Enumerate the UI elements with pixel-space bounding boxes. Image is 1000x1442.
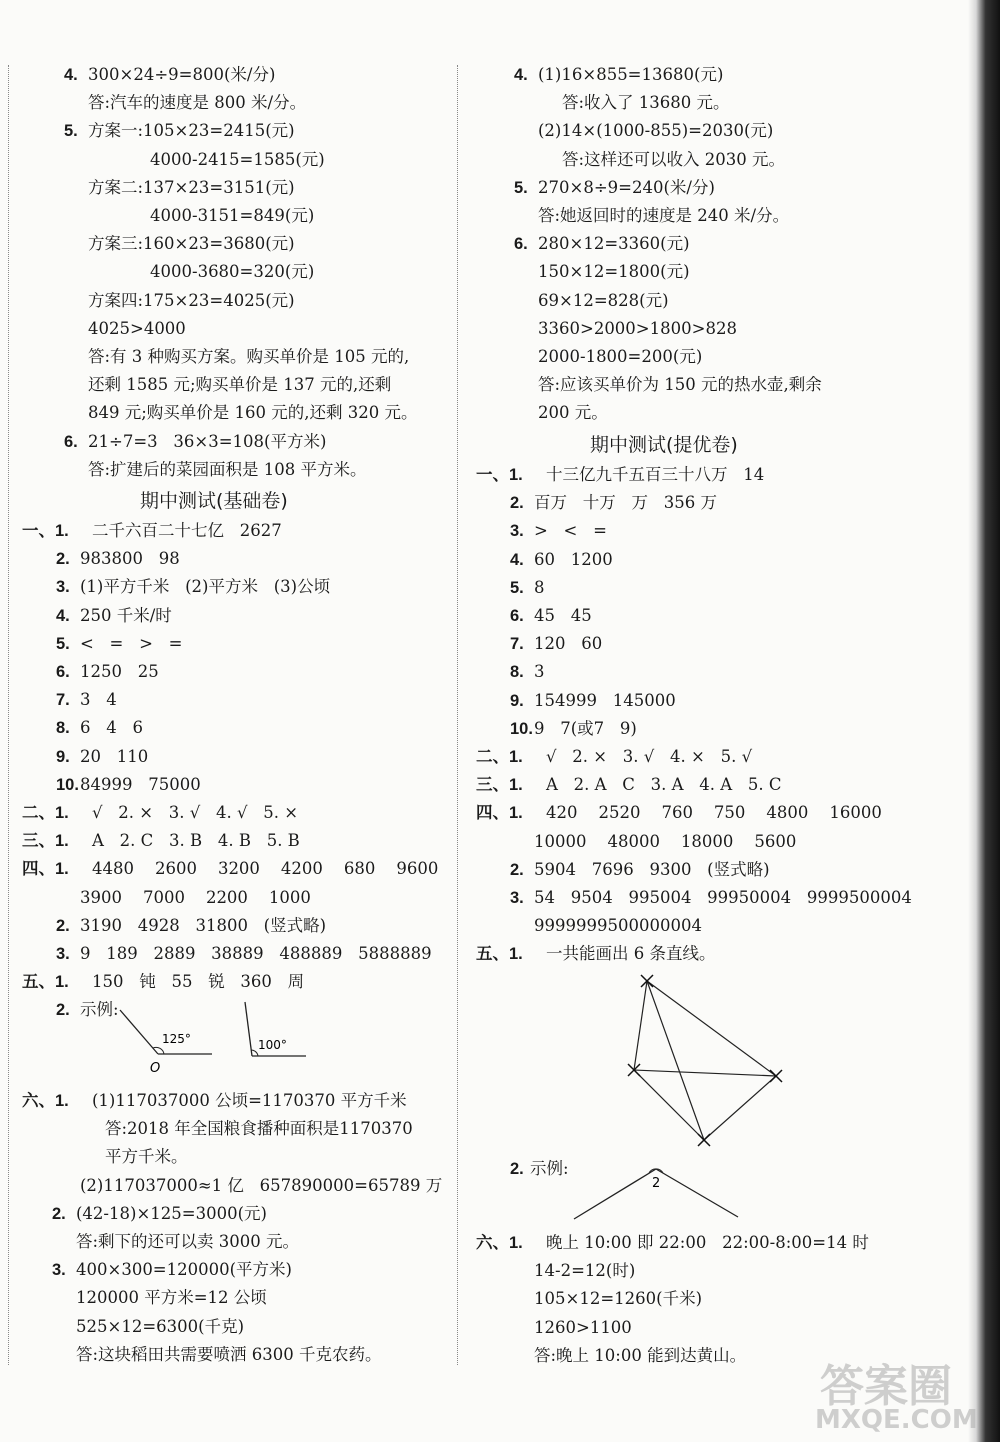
- right-midterm-text: A 2. A C 3. A 4. A 5. C: [546, 775, 782, 795]
- right-midterm-line: [510, 492, 717, 514]
- left-midterm-number: 3.: [56, 945, 70, 963]
- left-midterm-line: [80, 887, 311, 909]
- left-midterm-line: [56, 605, 172, 627]
- angle1-ray-a: [120, 1010, 158, 1054]
- left-midterm-number: 五、1.: [22, 973, 69, 992]
- right-midterm-number: 5.: [510, 578, 524, 597]
- right-part6-line: [534, 1345, 746, 1367]
- right-answer-text: 200 元。: [538, 403, 608, 423]
- left-answer-line: [88, 318, 186, 340]
- right-answer-text: (1)16×855=13680(元): [538, 65, 724, 84]
- right-answer-line: [538, 120, 773, 142]
- left-midterm-number: 一、1.: [22, 522, 69, 540]
- right-answer-text: 150×12=1800(元): [538, 262, 690, 282]
- right-midterm-line: [476, 802, 882, 824]
- right-answer-line: [538, 346, 702, 368]
- left-answer-text: 21÷7=3 36×3=108(平方米): [88, 431, 327, 451]
- lines-figure: [620, 975, 790, 1150]
- right-midterm-line: [476, 774, 782, 796]
- left-midterm-text: 6 4 6: [80, 718, 143, 738]
- right-answer-text: 答:她返回时的速度是 240 米/分。: [538, 206, 790, 225]
- right-answer-line: [562, 92, 730, 114]
- right-midterm-line: [510, 690, 676, 712]
- left-midterm-text: 3900 7000 2200 1000: [80, 887, 311, 907]
- left-part6-text: 答:2018 年全国粮食播种面积是1170370: [105, 1119, 413, 1139]
- left-part6-number: 六、1.: [22, 1092, 69, 1110]
- left-part6-text: 400×300=120000(平方米): [76, 1260, 292, 1280]
- right-midterm-text: 9999999500000004: [534, 916, 702, 936]
- left-midterm-line: [22, 971, 304, 993]
- right-part6-text: 晚上 10:00 即 22:00 22:00-8:00=14 时: [546, 1233, 869, 1252]
- left-part6-line: [52, 1259, 292, 1281]
- left-answer-line: [64, 120, 295, 142]
- left-part6-text: 答:剩下的还可以卖 3000 元。: [76, 1232, 300, 1251]
- left-part6-text: 120000 平方米=12 公顷: [76, 1288, 267, 1308]
- right-answer-line: [538, 318, 737, 340]
- left-answer-line: [64, 64, 275, 86]
- left-midterm-number: 3.: [56, 578, 70, 597]
- left-part6-number: 3.: [52, 1261, 66, 1280]
- right-midterm-text: > < =: [534, 521, 607, 541]
- left-answer-number: 4.: [64, 66, 78, 84]
- right-midterm-number: 3.: [510, 522, 524, 541]
- left-midterm-text: 983800 98: [80, 549, 180, 569]
- left-midterm-line: [22, 520, 282, 542]
- right-answer-line: [538, 261, 690, 283]
- right-answer-text: 答:这样还可以收入 2030 元。: [562, 149, 786, 169]
- left-answer-text: 4000-2415=1585(元): [150, 149, 325, 169]
- left-midterm-text: A 2. C 3. B 4. B 5. B: [92, 831, 300, 851]
- left-midterm-text: (1)平方千米 (2)平方米 (3)公顷: [80, 577, 331, 597]
- right-answer-text: 270×8÷9=240(米/分): [538, 177, 715, 197]
- left-midterm-number: 四、1.: [22, 860, 69, 879]
- left-midterm-text: 84999 75000: [80, 774, 201, 794]
- right-example-num: 2.: [510, 1160, 524, 1178]
- left-part6-number: 2.: [52, 1204, 66, 1223]
- right-midterm-line: [510, 633, 602, 655]
- right-part6-line: [476, 1232, 869, 1254]
- left-midterm-number: 7.: [56, 691, 70, 710]
- right-answer-line: [514, 233, 690, 255]
- watermark-url: MXQE.COM: [815, 1405, 978, 1435]
- right-midterm-line: [476, 943, 716, 965]
- left-answer-line: [150, 205, 314, 227]
- left-part6-line: [52, 1203, 267, 1225]
- left-answer-text: 300×24÷9=800(米/分): [88, 65, 276, 84]
- right-midterm-number: 7.: [510, 635, 524, 654]
- left-midterm-text: 9 189 2889 38889 488889 5888889: [80, 944, 432, 963]
- left-midterm-number: 二、1.: [22, 804, 69, 822]
- left-midterm-number: 9.: [56, 747, 70, 766]
- left-midterm-text: 二千六百二十七亿 2627: [92, 521, 282, 540]
- left-margin-dashes: [8, 65, 9, 1365]
- left-answer-text: 4000-3680=320(元): [150, 262, 315, 282]
- right-midterm-text: 9 7(或7 9): [534, 718, 637, 738]
- left-answer-text: 还剩 1585 元;购买单价是 137 元的,还剩: [88, 375, 392, 395]
- right-example-label: 示例:: [530, 1159, 569, 1178]
- left-answer-text: 答:有 3 种购买方案。购买单价是 105 元的,: [88, 347, 410, 366]
- left-part6-text: 525×12=6300(千克): [76, 1316, 245, 1336]
- left-answer-text: 4000-3151=849(元): [150, 206, 315, 225]
- right-midterm-line: [510, 661, 545, 683]
- left-answer-line: [150, 261, 314, 283]
- angle-2-label: 2: [652, 1176, 661, 1191]
- right-midterm-text: 45 45: [534, 606, 592, 625]
- right-answer-text: 答:应该买单价为 150 元的热水壶,剩余: [538, 375, 822, 395]
- left-part6-line: [105, 1118, 413, 1140]
- left-midterm-number: 6.: [56, 663, 70, 681]
- left-midterm-number: 2.: [56, 916, 70, 935]
- left-part6-text: (1)117037000 公顷=1170370 平方千米: [92, 1091, 407, 1110]
- left-midterm-number: 10.: [56, 775, 79, 794]
- left-answer-text: 方案二:137×23=3151(元): [88, 177, 295, 197]
- right-answer-text: 答:收入了 13680 元。: [562, 93, 730, 113]
- right-part6-text: 1260>1100: [534, 1317, 632, 1337]
- right-midterm-text: 54 9504 995004 99950004 9999500004: [534, 888, 912, 907]
- right-part6-text: 14-2=12(时): [534, 1261, 636, 1281]
- right-answer-line: [538, 290, 669, 312]
- right-answer-line: [514, 177, 715, 199]
- right-answer-number: 6.: [514, 235, 528, 254]
- right-answer-number: 5.: [514, 178, 528, 197]
- right-midterm-text: 60 1200: [534, 549, 613, 569]
- right-answer-line: [538, 205, 789, 227]
- left-midterm-text: 示例:: [80, 1000, 119, 1020]
- obtuse-angle-figure: [570, 1155, 750, 1225]
- left-part6-line: [76, 1287, 267, 1309]
- left-answer-text: 方案一:105×23=2415(元): [88, 121, 295, 141]
- right-midterm-text: √ 2. × 3. √ 4. × 5. √: [546, 747, 753, 766]
- left-midterm-text: 250 千米/时: [80, 605, 172, 625]
- right-answer-text: 3360>2000>1800>828: [538, 318, 737, 338]
- right-midterm-text: 420 2520 760 750 4800 16000: [546, 803, 882, 823]
- column-divider: [457, 65, 458, 1365]
- right-midterm-number: 二、1.: [476, 748, 523, 766]
- left-midterm-line: [56, 746, 148, 768]
- left-midterm-line: [56, 915, 326, 937]
- right-midterm-text: 百万 十万 万 356 万: [534, 493, 717, 513]
- right-answer-line: [538, 402, 608, 424]
- left-midterm-text: 150 钝 55 锐 360 周: [92, 972, 305, 992]
- left-midterm-line: [56, 576, 330, 598]
- right-midterm-text: 154999 145000: [534, 690, 676, 710]
- left-answer-text: 答:汽车的速度是 800 米/分。: [88, 93, 307, 113]
- left-midterm-text: √ 2. × 3. √ 4. √ 5. ×: [92, 803, 299, 822]
- right-midterm-number: 四、1.: [476, 804, 523, 823]
- right-midterm-number: 2.: [510, 494, 524, 513]
- right-answer-text: 69×12=828(元): [538, 290, 669, 310]
- right-midterm-number: 一、1.: [476, 466, 523, 484]
- scan-edge: [968, 0, 1000, 1442]
- left-answer-text: 答:扩建后的菜园面积是 108 平方米。: [88, 459, 367, 479]
- right-part6-number: 六、1.: [476, 1234, 523, 1252]
- right-answer-number: 4.: [514, 66, 528, 84]
- left-answer-line: [150, 149, 325, 171]
- right-midterm-line: [510, 887, 912, 909]
- left-midterm-number: 三、1.: [22, 832, 69, 851]
- left-part6-line: [76, 1344, 382, 1366]
- left-midterm-number: 2.: [56, 550, 70, 569]
- right-midterm-number: 2.: [510, 860, 524, 879]
- angle-example-figure: [110, 1000, 320, 1080]
- right-midterm-text: 5904 7696 9300 (竖式略): [534, 859, 770, 879]
- right-answer-line: [538, 374, 822, 396]
- left-midterm-number: 4.: [56, 606, 70, 625]
- right-midterm-text: 8: [534, 577, 545, 597]
- right-answer-text: 280×12=3360(元): [538, 234, 690, 254]
- right-midterm-line: [510, 577, 545, 599]
- left-part6-line: [22, 1090, 407, 1112]
- right-part6-line: [534, 1260, 635, 1282]
- left-answer-text: 4025>4000: [88, 318, 186, 338]
- left-answer-text: 849 元;购买单价是 160 元的,还剩 320 元。: [88, 403, 418, 423]
- left-answer-line: [88, 346, 409, 368]
- left-midterm-line: [56, 661, 159, 683]
- right-midterm-line: [510, 520, 607, 542]
- angle1-label: 125°: [162, 1032, 191, 1046]
- left-midterm-line: [56, 548, 180, 570]
- left-midterm-line: [56, 774, 201, 796]
- left-midterm-number: 5.: [56, 634, 70, 653]
- right-midterm-line: [510, 859, 770, 881]
- left-midterm-line: [22, 830, 300, 852]
- left-section-title: 期中测试(基础卷): [140, 490, 288, 512]
- right-midterm-number: 8.: [510, 663, 524, 682]
- right-midterm-number: 五、1.: [476, 945, 523, 964]
- right-part6-line: [534, 1317, 632, 1339]
- left-midterm-text: 3 4: [80, 690, 117, 710]
- left-midterm-text: 1250 25: [80, 662, 159, 681]
- left-answer-line: [88, 290, 295, 312]
- left-midterm-line: [22, 858, 438, 880]
- left-midterm-text: 3190 4928 31800 (竖式略): [80, 915, 327, 935]
- right-midterm-line: [510, 549, 613, 571]
- left-midterm-text: < = > =: [80, 633, 183, 653]
- left-answer-line: [64, 431, 326, 453]
- right-section-title: 期中测试(提优卷): [590, 434, 738, 456]
- right-midterm-number: 10.: [510, 719, 533, 738]
- right-part6-text: 答:晚上 10:00 能到达黄山。: [534, 1345, 747, 1365]
- left-part6-text: 答:这块稻田共需要喷洒 6300 千克农药。: [76, 1344, 382, 1364]
- right-midterm-text: 120 60: [534, 634, 603, 654]
- left-part6-text: (2)117037000≈1 亿 657890000=65789 万: [80, 1175, 443, 1195]
- right-midterm-number: 三、1.: [476, 776, 523, 795]
- left-midterm-number: 2.: [56, 1001, 70, 1020]
- left-answer-line: [88, 233, 295, 255]
- right-answer-line: [514, 64, 723, 86]
- right-answer-text: (2)14×(1000-855)=2030(元): [538, 121, 774, 141]
- left-midterm-text: 4480 2600 3200 4200 680 9600: [92, 859, 439, 879]
- left-answer-number: 6.: [64, 432, 78, 451]
- right-midterm-line: [510, 718, 637, 740]
- right-midterm-line: [534, 915, 702, 937]
- right-midterm-text: 3: [534, 662, 545, 682]
- right-answer-text: 2000-1800=200(元): [538, 347, 703, 366]
- right-midterm-number: 3.: [510, 889, 524, 907]
- right-midterm-number: 4.: [510, 550, 524, 569]
- left-answer-line: [88, 374, 391, 396]
- left-midterm-text: 20 110: [80, 746, 149, 766]
- right-answer-line: [562, 149, 785, 171]
- left-part6-line: [80, 1175, 442, 1197]
- left-part6-line: [76, 1316, 244, 1338]
- left-midterm-line: [22, 802, 298, 824]
- right-midterm-line: [476, 464, 764, 486]
- watermark-main: 答案圈: [820, 1361, 952, 1412]
- left-answer-line: [88, 92, 306, 114]
- left-part6-text: (42-18)×125=3000(元): [76, 1203, 267, 1223]
- right-midterm-line: [510, 605, 592, 627]
- right-midterm-line: [476, 746, 752, 768]
- angle2-label: 100°: [258, 1038, 287, 1052]
- left-midterm-line: [56, 633, 183, 655]
- right-midterm-text: 一共能画出 6 条直线。: [546, 944, 716, 964]
- right-midterm-text: 10000 48000 18000 5600: [534, 831, 797, 851]
- left-midterm-line: [56, 943, 432, 965]
- left-part6-text: 平方千米。: [105, 1147, 188, 1167]
- left-answer-line: [88, 459, 367, 481]
- left-answer-line: [88, 402, 418, 424]
- right-midterm-text: 十三亿九千五百三十八万 14: [546, 465, 765, 484]
- angle2-ray-a: [245, 1002, 252, 1056]
- right-midterm-number: 9.: [510, 691, 524, 710]
- right-part6-text: 105×12=1260(千米): [534, 1289, 703, 1309]
- left-answer-text: 方案三:160×23=3680(元): [88, 234, 295, 254]
- left-part6-line: [105, 1146, 188, 1168]
- left-midterm-number: 8.: [56, 719, 70, 738]
- right-midterm-number: 6.: [510, 607, 524, 625]
- left-answer-text: 方案四:175×23=4025(元): [88, 290, 295, 310]
- right-part6-line: [534, 1288, 702, 1310]
- left-midterm-line: [56, 689, 117, 711]
- left-midterm-line: [56, 717, 143, 739]
- left-part6-line: [76, 1231, 299, 1253]
- vertex-label: O: [150, 1061, 161, 1076]
- left-answer-number: 5.: [64, 122, 78, 141]
- right-midterm-line: [534, 831, 796, 853]
- left-answer-line: [88, 177, 295, 199]
